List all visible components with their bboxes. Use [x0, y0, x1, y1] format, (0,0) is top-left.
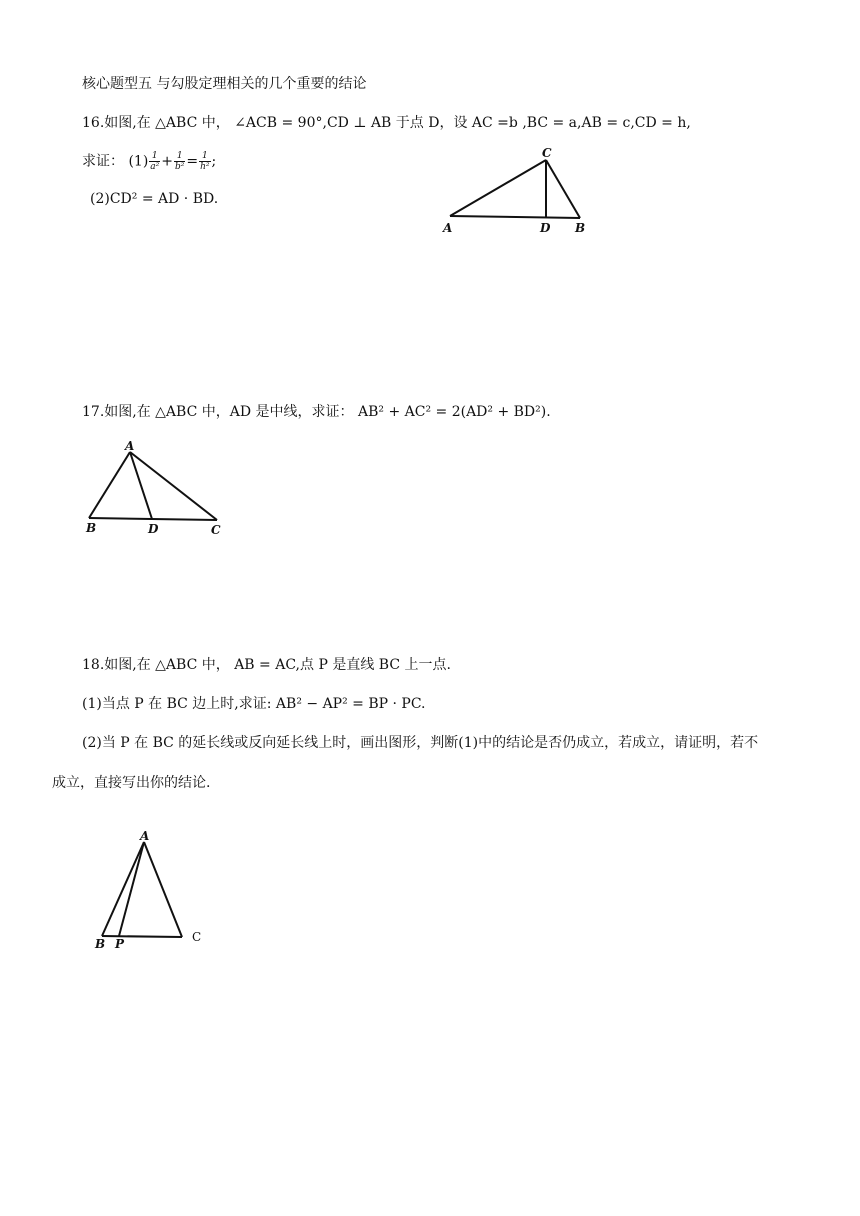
q17-label-a: A — [125, 439, 135, 453]
q16-frac-1: $\frac{1}{\text{a²}}$ — [150, 151, 160, 172]
q16-prove-prefix: 求证： — [82, 153, 124, 170]
section-title: 核心题型五 与勾股定理相关的几个重要的结论 — [82, 76, 367, 92]
q16-part1-end: ; — [211, 153, 217, 170]
q16-statement: 16.如图,在 △ABC 中， ∠ACB = 90°,CD ⊥ AB 于点 D，设 AC =b ,BC = a,AB = c,CD = h, — [82, 115, 691, 131]
q17-figure — [80, 438, 230, 543]
q16-part2: (2)CD² = AD · BD. — [90, 191, 219, 207]
q16-equals: = — [186, 153, 199, 170]
q18-label-b: B — [95, 937, 106, 951]
q16-label-c: C — [542, 146, 552, 160]
q16-side-cb — [546, 160, 580, 218]
q18-label-a: A — [140, 829, 150, 843]
q17-side-ab — [89, 452, 130, 518]
q18-label-c: C — [192, 930, 202, 944]
q17-median-ad — [130, 452, 152, 519]
q16-label-a: A — [443, 221, 453, 235]
q17-label-b: B — [86, 521, 97, 535]
q16-label-b: B — [575, 221, 586, 235]
q16-frac-2: $\frac{1}{\text{b²}}$ — [175, 151, 185, 172]
q16-part1 — [82, 151, 216, 172]
q18-statement: 18.如图,在 △ABC 中， AB = AC,点 P 是直线 BC 上一点. — [82, 657, 451, 673]
q16-side-ac — [450, 160, 546, 216]
q17-label-c: C — [211, 523, 221, 537]
q18-part2-b: 成立，直接写出你的结论. — [52, 775, 211, 791]
q18-side-bc — [102, 936, 182, 937]
q16-plus: + — [161, 153, 174, 170]
q18-side-ac — [144, 842, 182, 937]
q18-label-p: P — [115, 937, 125, 951]
q18-figure — [90, 828, 220, 953]
q16-part1-label: (1) — [128, 153, 149, 170]
q16-figure — [430, 140, 600, 240]
q16-frac-3: $\frac{1}{\text{h²}}$ — [200, 151, 210, 172]
q16-label-d: D — [540, 221, 551, 235]
q18-part2-a: (2)当 P 在 BC 的延长线或反向延长线上时，画出图形，判断(1)中的结论是否仍成立，若成立，请证明，若不 — [82, 735, 759, 751]
q16-side-ab — [450, 216, 580, 218]
q17-label-d: D — [148, 522, 159, 536]
q17-side-ac — [130, 452, 217, 520]
q17-statement: 17.如图,在 △ABC 中，AD 是中线，求证： AB² + AC² = 2(AD² + BD²). — [82, 404, 551, 420]
q17-side-bc — [89, 518, 217, 520]
q18-part1: (1)当点 P 在 BC 边上时,求证: AB² − AP² = BP · PC. — [82, 696, 426, 712]
